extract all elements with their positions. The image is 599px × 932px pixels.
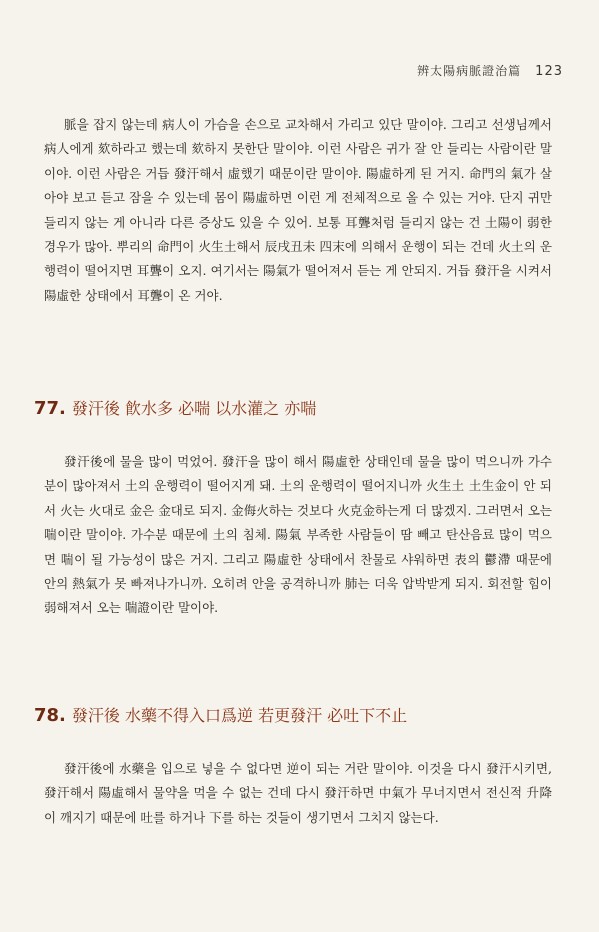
section-number: 77.: [34, 398, 66, 419]
section-78-body-block: [44, 757, 552, 830]
section-title: 發汗後 飮水多 必喘 以水灌之 亦喘: [71, 399, 317, 418]
chapter-title: 辨太陽病脈證治篇: [417, 64, 522, 78]
section-77-body-block: [44, 450, 552, 621]
section-title: 發汗後 水藥不得入口爲逆 若更發汗 必吐下不止: [71, 706, 408, 725]
running-header: [417, 62, 563, 79]
section-heading-78: [34, 703, 554, 726]
intro-paragraph-block: [44, 113, 552, 308]
section-78-paragraph: 發汗後에 水藥을 입으로 넣을 수 없다면 逆이 되는 거란 말이야. 이것을 다시 發汗시키면, 發汗해서 陽虛해서 물약을 먹을 수 없는 건데 다시 發汗하면 中氣가 무너지면서 전신적 升降이 깨지기 때문에 吐를 하거나 下를 하는 것들이 생기면서 그치지 않는다.: [44, 761, 552, 825]
section-77-paragraph: 發汗後에 물을 많이 먹었어. 發汗을 많이 해서 陽虛한 상태인데 물을 많이 먹으니까 가수분이 많아져서 土의 운행력이 떨어지게 돼. 土의 운행력이 떨어지니까 火生土 土生金이 안 되서 火는 火대로 金은 金대로 되지. 金侮火하는 것보다 火克金하는게 더 많겠지. 그러면서 오는 喘이란 말이야. 가수분 때문에 土의 침체. 陽氣 부족한 사람들이 땀 빼고 탄산음료 많이 먹으면 喘이 될 가능성이 많은 거지. 그리고 陽虛한 상태에서 찬물로 샤워하면 表의 鬱滯 때문에 안의 熱氣가 못 빠져나가니까. 오히려 안을 공격하니까 肺는 더욱 압박받게 되지. 회전할 힘이 弱해져서 오는 喘證이란 말이야.: [44, 454, 552, 616]
section-heading-77: [34, 396, 554, 419]
intro-paragraph: 脈을 잡지 않는데 病人이 가슴을 손으로 교차해서 가리고 있단 말이야. 그리고 선생님께서 病人에게 欬하라고 했는데 欬하지 못한단 말이야. 이런 사람은 귀가 잘 안 들리는 사람이란 말이야. 이런 사람은 거듭 發汗해서 虛했기 때문이란 말이야. 陽虛하게 된 거지. 命門의 氣가 살아야 보고 듣고 잠을 수 있는데 몸이 陽虛하면 이런 게 전체적으로 올 수 있는 거야. 단지 귀만 들리지 않는 게 아니라 다른 증상도 있을 수 있어. 보통 耳聾처럼 들리지 않는 건 土陽이 弱한 경우가 많아. 뿌리의 命門이 火生土해서 辰戌丑未 四末에 의해서 운행이 되는 건데 火土의 운행력이 떨어지면 耳聾이 오지. 여기서는 陽氣가 떨어져서 듣는 게 안되지. 거듭 發汗을 시켜서 陽虛한 상태에서 耳聾이 온 거야.: [44, 117, 552, 303]
section-number: 78.: [34, 705, 66, 726]
page-number: 123: [535, 64, 563, 79]
